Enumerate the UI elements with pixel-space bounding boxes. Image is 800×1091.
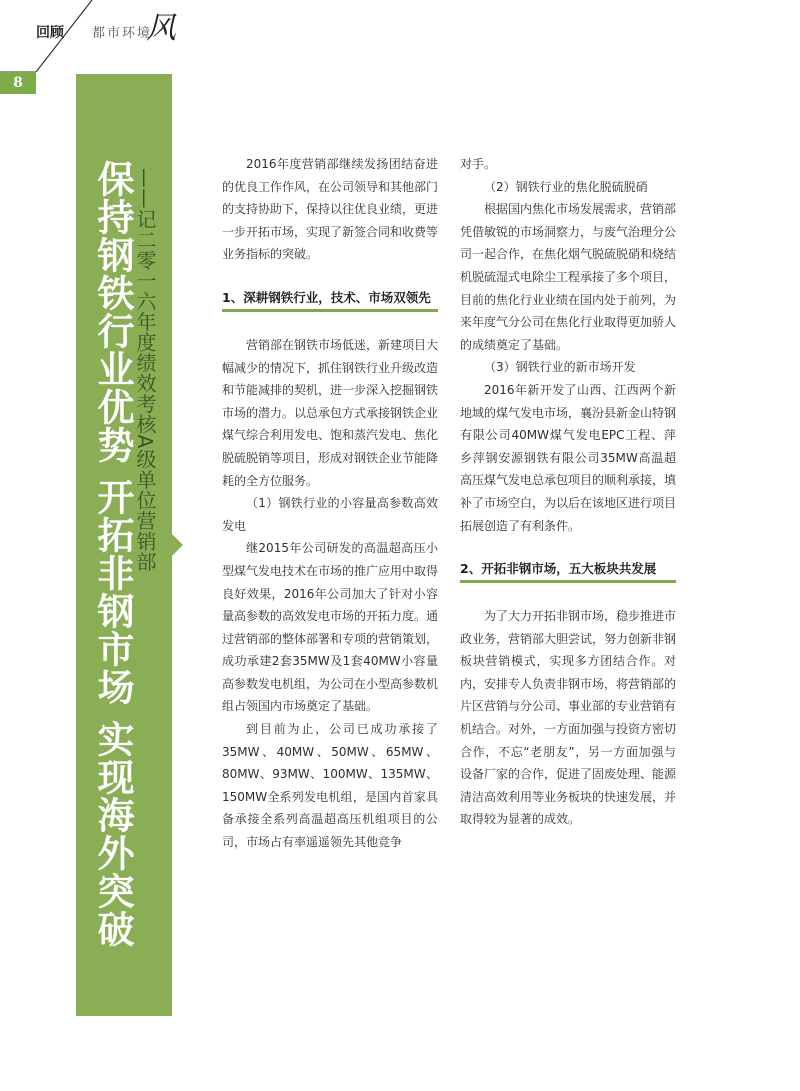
subsection-heading-1: （1）钢铁行业的小容量高参数高效发电 (222, 496, 438, 533)
intro-paragraph: 2016年度营销部继续发扬团结奋进的优良工作作风，在公司领导和其他部门的支持协助下，保持以往优良业绩，更进一步开拓市场，实现了新签合同和收费等业务指标的突破。 (222, 157, 439, 262)
section-heading-1: 1、深耕钢铁行业，技术、市场双领先 (222, 288, 438, 312)
left-column (222, 153, 438, 854)
article-subtitle: ——记二零一六年度绩效考核A级单位营销部 (133, 168, 157, 572)
subsection-1-paragraph-2: 到目前为止，公司已成功承接了35MW、40MW、50MW、65MW、80MW、93MW、100MW、135MW、150MW全系列发电机组，是国内首家具备承接全系列高温超高压机组项目的公司，市场占有率遥遥领先其他竞争 (222, 722, 438, 850)
page-number: 8 (0, 72, 36, 94)
subsection-heading-3: （3）钢铁行业的新市场开发 (484, 360, 636, 375)
subsection-2-paragraph: 根据国内焦化市场发展需求，营销部凭借敏锐的市场洞察力，与废气治理分公司一起合作，在焦化烟气脱硫脱硝和烧结机脱硫湿式电除尘工程承接了多个项目，目前的焦化行业业绩在国内处于前列，为来年度气分公司在焦化行业取得更加骄人的成绩奠定了基础。 (460, 202, 677, 352)
subsection-1-paragraph-1: 继2015年公司研发的高温超高压小型煤气发电技术在市场的推广应用中取得良好效果，2016年公司加大了针对小容量高参数的高效发电市场的开拓力度。通过营销部的整体部署和专项的营销策划，成功承建2套35MW及1套40MW小容量高参数发电机组，为公司在小型高参数机组占领国内市场奠定了基础。 (222, 541, 439, 714)
magazine-logo: 风 (146, 11, 176, 46)
subsection-3-paragraph: 2016年新开发了山西、江西两个新地域的煤气发电市场，襄汾县新金山特钢有限公司40MW煤气发电EPC工程、萍乡萍钢安源钢铁有限公司35MW高温超高压煤气发电总承包项目的顺利承接，填补了市场空白，为以后在该地区进行项目拓展创造了有利条件。 (460, 382, 677, 533)
section-2-paragraph: 为了大力开拓非钢市场，稳步推进市政业务，营销部大胆尝试，努力创新非钢板块营销模式，实现多方团结合作。对内，安排专人负责非钢市场，将营销部的片区营销与分公司、事业部的专业营销有机结合。对外，一方面加强与投资方密切合作，不忘“老朋友”，另一方面加强与设备厂家的合作，促进了固废处理、能源清洁高效利用等业务板块的快速发展，并取得较为显著的成效。 (460, 609, 677, 827)
article-title: 保持钢铁行业优势 开拓非钢市场 实现海外突破 (91, 160, 134, 948)
right-column (460, 153, 676, 831)
continued-text: 对手。 (460, 157, 497, 171)
magazine-name: 都市环境 (92, 26, 153, 41)
section-1-paragraph: 营销部在钢铁市场低迷，新建项目大幅减少的情况下，抓住钢铁行业升级改造和节能减排的契机，进一步深入挖掘钢铁市场的潜力。以总承包方式承接钢铁企业煤气综合利用发电、饱和蒸汽发电、焦化脱硫脱销等项目，形成对钢铁企业节能降耗的全方位服务。 (222, 337, 439, 488)
section-heading-2: 2、开拓非钢市场，五大板块共发展 (460, 559, 676, 583)
panel-notch (172, 534, 183, 556)
subsection-heading-2: （2）钢铁行业的焦化脱硫脱硝 (484, 179, 648, 194)
section-label: 回顾 (36, 25, 64, 41)
